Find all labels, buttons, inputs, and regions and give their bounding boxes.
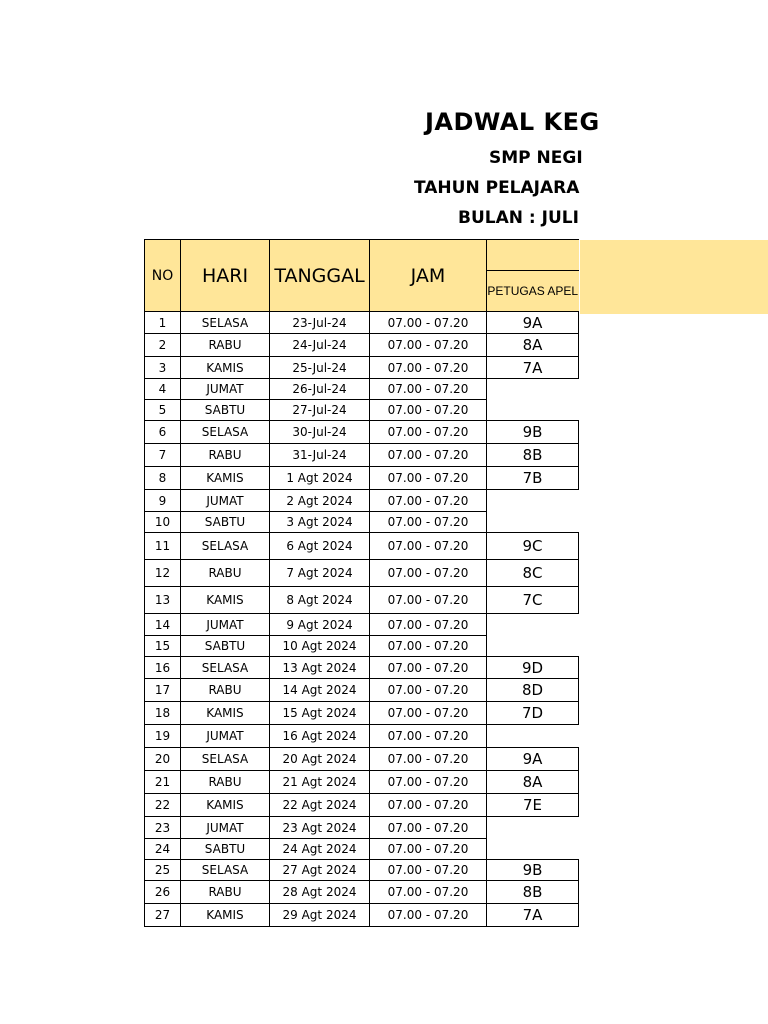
cell-jam: 07.00 - 07.20 [370, 904, 487, 927]
cell-jam: 07.00 - 07.20 [370, 794, 487, 817]
table-row [145, 657, 579, 679]
cell-tanggal: 22 Agt 2024 [270, 794, 370, 817]
cell-petugas: 8A [487, 334, 579, 357]
cell-petugas: 8A [487, 771, 579, 794]
cell-tanggal: 10 Agt 2024 [270, 636, 370, 657]
cell-hari: JUMAT [181, 817, 270, 839]
cell-hari: SABTU [181, 839, 270, 860]
table-row [145, 817, 579, 839]
cell-jam: 07.00 - 07.20 [370, 421, 487, 444]
cell-no: 20 [145, 748, 181, 771]
cell-tanggal: 24 Agt 2024 [270, 839, 370, 860]
school-name: SMP NEGI [489, 148, 583, 168]
cell-hari: JUMAT [181, 379, 270, 400]
cell-jam: 07.00 - 07.20 [370, 533, 487, 560]
cell-hari: KAMIS [181, 904, 270, 927]
schedule-table [144, 239, 579, 927]
cell-jam: 07.00 - 07.20 [370, 725, 487, 748]
cell-no: 19 [145, 725, 181, 748]
title-row [0, 108, 600, 144]
cell-jam: 07.00 - 07.20 [370, 614, 487, 636]
cell-hari: JUMAT [181, 725, 270, 748]
cell-tanggal: 26-Jul-24 [270, 379, 370, 400]
cell-hari: SELASA [181, 657, 270, 679]
cell-petugas: 9B [487, 860, 579, 881]
cell-no: 25 [145, 860, 181, 881]
cell-petugas: 7D [487, 702, 579, 725]
cell-hari: RABU [181, 881, 270, 904]
table-row [145, 614, 579, 636]
header-group-cell [487, 240, 579, 271]
table-row [145, 421, 579, 444]
cell-jam: 07.00 - 07.20 [370, 357, 487, 379]
cell-petugas: 9B [487, 421, 579, 444]
cell-tanggal: 27 Agt 2024 [270, 860, 370, 881]
table-row [145, 560, 579, 587]
cell-tanggal: 15 Agt 2024 [270, 702, 370, 725]
cell-no: 18 [145, 702, 181, 725]
cell-jam: 07.00 - 07.20 [370, 748, 487, 771]
cell-no: 7 [145, 444, 181, 467]
cell-tanggal: 21 Agt 2024 [270, 771, 370, 794]
cell-tanggal: 27-Jul-24 [270, 400, 370, 421]
header-no: NO [145, 240, 181, 312]
cell-no: 15 [145, 636, 181, 657]
document-title: JADWAL KEG [425, 108, 600, 136]
cell-tanggal: 14 Agt 2024 [270, 679, 370, 702]
cell-hari: SELASA [181, 533, 270, 560]
cell-petugas [487, 614, 579, 636]
cell-hari: SABTU [181, 512, 270, 533]
table-row [145, 467, 579, 490]
cell-jam: 07.00 - 07.20 [370, 860, 487, 881]
cell-hari: JUMAT [181, 614, 270, 636]
cell-hari: KAMIS [181, 357, 270, 379]
table-row [145, 860, 579, 881]
cell-tanggal: 6 Agt 2024 [270, 533, 370, 560]
cell-petugas: 8B [487, 881, 579, 904]
cell-no: 21 [145, 771, 181, 794]
cell-tanggal: 23-Jul-24 [270, 312, 370, 334]
cell-jam: 07.00 - 07.20 [370, 587, 487, 614]
cell-jam: 07.00 - 07.20 [370, 702, 487, 725]
cell-jam: 07.00 - 07.20 [370, 881, 487, 904]
table-row [145, 771, 579, 794]
header-petugas-apel: PETUGAS APEL [487, 271, 579, 312]
table-row [145, 904, 579, 927]
table-row [145, 679, 579, 702]
month-row [0, 206, 580, 234]
cell-tanggal: 30-Jul-24 [270, 421, 370, 444]
cell-petugas: 7A [487, 904, 579, 927]
cell-jam: 07.00 - 07.20 [370, 400, 487, 421]
cell-jam: 07.00 - 07.20 [370, 467, 487, 490]
cell-no: 10 [145, 512, 181, 533]
cell-petugas: 8D [487, 679, 579, 702]
cell-hari: RABU [181, 679, 270, 702]
cell-jam: 07.00 - 07.20 [370, 490, 487, 512]
cell-hari: SELASA [181, 312, 270, 334]
cell-petugas [487, 636, 579, 657]
cell-petugas [487, 379, 579, 400]
cell-tanggal: 28 Agt 2024 [270, 881, 370, 904]
cell-tanggal: 24-Jul-24 [270, 334, 370, 357]
cell-petugas [487, 512, 579, 533]
cell-jam: 07.00 - 07.20 [370, 512, 487, 533]
cell-jam: 07.00 - 07.20 [370, 444, 487, 467]
cell-hari: SABTU [181, 636, 270, 657]
cell-hari: KAMIS [181, 467, 270, 490]
cell-tanggal: 29 Agt 2024 [270, 904, 370, 927]
header-hari: HARI [181, 240, 270, 312]
header-tanggal: TANGGAL [270, 240, 370, 312]
school-row [0, 146, 583, 174]
cell-no: 24 [145, 839, 181, 860]
cell-tanggal: 7 Agt 2024 [270, 560, 370, 587]
header-fill-band [580, 240, 768, 314]
cell-tanggal: 1 Agt 2024 [270, 467, 370, 490]
cell-hari: KAMIS [181, 702, 270, 725]
cell-hari: SELASA [181, 860, 270, 881]
cell-hari: SELASA [181, 748, 270, 771]
cell-no: 12 [145, 560, 181, 587]
academic-year: TAHUN PELAJARA [414, 178, 580, 198]
table-row [145, 748, 579, 771]
cell-petugas: 7C [487, 587, 579, 614]
cell-no: 4 [145, 379, 181, 400]
cell-petugas: 9C [487, 533, 579, 560]
table-row [145, 334, 579, 357]
cell-jam: 07.00 - 07.20 [370, 560, 487, 587]
table-row [145, 636, 579, 657]
cell-no: 17 [145, 679, 181, 702]
schedule-rows [145, 312, 579, 927]
cell-no: 5 [145, 400, 181, 421]
cell-petugas [487, 400, 579, 421]
cell-tanggal: 25-Jul-24 [270, 357, 370, 379]
cell-no: 3 [145, 357, 181, 379]
cell-tanggal: 3 Agt 2024 [270, 512, 370, 533]
cell-no: 2 [145, 334, 181, 357]
table-row [145, 400, 579, 421]
table-row [145, 881, 579, 904]
cell-jam: 07.00 - 07.20 [370, 334, 487, 357]
cell-petugas: 7E [487, 794, 579, 817]
cell-jam: 07.00 - 07.20 [370, 817, 487, 839]
cell-jam: 07.00 - 07.20 [370, 657, 487, 679]
cell-hari: RABU [181, 444, 270, 467]
cell-hari: JUMAT [181, 490, 270, 512]
cell-petugas [487, 817, 579, 839]
cell-jam: 07.00 - 07.20 [370, 839, 487, 860]
cell-tanggal: 16 Agt 2024 [270, 725, 370, 748]
cell-jam: 07.00 - 07.20 [370, 679, 487, 702]
cell-hari: KAMIS [181, 587, 270, 614]
table-row [145, 839, 579, 860]
cell-tanggal: 31-Jul-24 [270, 444, 370, 467]
cell-petugas [487, 725, 579, 748]
cell-petugas [487, 839, 579, 860]
cell-tanggal: 20 Agt 2024 [270, 748, 370, 771]
cell-tanggal: 2 Agt 2024 [270, 490, 370, 512]
cell-jam: 07.00 - 07.20 [370, 771, 487, 794]
cell-tanggal: 23 Agt 2024 [270, 817, 370, 839]
table-row [145, 379, 579, 400]
cell-tanggal: 13 Agt 2024 [270, 657, 370, 679]
cell-no: 1 [145, 312, 181, 334]
cell-petugas [487, 490, 579, 512]
table-row [145, 587, 579, 614]
cell-hari: SELASA [181, 421, 270, 444]
cell-no: 9 [145, 490, 181, 512]
table-row [145, 794, 579, 817]
cell-no: 8 [145, 467, 181, 490]
cell-no: 23 [145, 817, 181, 839]
cell-petugas: 9D [487, 657, 579, 679]
cell-hari: RABU [181, 334, 270, 357]
cell-hari: KAMIS [181, 794, 270, 817]
cell-hari: RABU [181, 771, 270, 794]
table-row [145, 357, 579, 379]
year-row [0, 176, 580, 204]
cell-jam: 07.00 - 07.20 [370, 312, 487, 334]
cell-tanggal: 9 Agt 2024 [270, 614, 370, 636]
cell-petugas: 7A [487, 357, 579, 379]
header-jam: JAM [370, 240, 487, 312]
table-row [145, 512, 579, 533]
cell-petugas: 9A [487, 748, 579, 771]
cell-no: 6 [145, 421, 181, 444]
cell-no: 26 [145, 881, 181, 904]
table-row [145, 312, 579, 334]
cell-no: 14 [145, 614, 181, 636]
table-row [145, 725, 579, 748]
cell-petugas: 8C [487, 560, 579, 587]
cell-hari: SABTU [181, 400, 270, 421]
table-row [145, 702, 579, 725]
cell-petugas: 7B [487, 467, 579, 490]
cell-petugas: 9A [487, 312, 579, 334]
cell-no: 22 [145, 794, 181, 817]
table-row [145, 444, 579, 467]
cell-no: 16 [145, 657, 181, 679]
month-label: BULAN : JULI [458, 208, 579, 228]
cell-hari: RABU [181, 560, 270, 587]
cell-jam: 07.00 - 07.20 [370, 636, 487, 657]
cell-tanggal: 8 Agt 2024 [270, 587, 370, 614]
table-row [145, 490, 579, 512]
cell-petugas: 8B [487, 444, 579, 467]
table-row [145, 533, 579, 560]
cell-no: 13 [145, 587, 181, 614]
cell-no: 27 [145, 904, 181, 927]
cell-jam: 07.00 - 07.20 [370, 379, 487, 400]
cell-no: 11 [145, 533, 181, 560]
